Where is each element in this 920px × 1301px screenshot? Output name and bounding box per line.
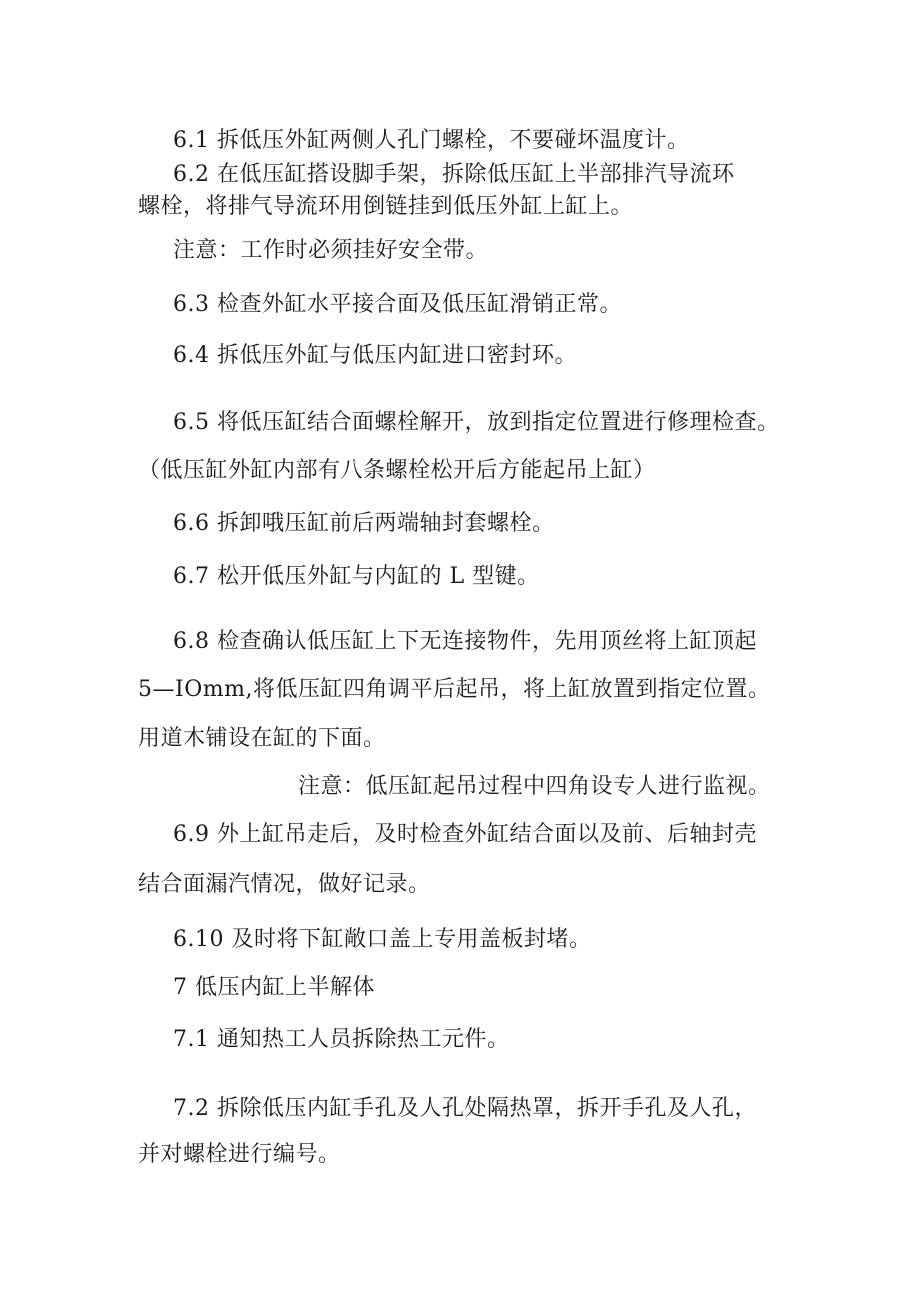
text-line-6-6: 6.6 拆卸哦压缸前后两端轴封套螺栓。 [173, 511, 555, 536]
text-line-6-4: 6.4 拆低压外缸与低压内缸进口密封环。 [173, 343, 577, 368]
text-line-note-lifting: 注意：低压缸起吊过程中四角设专人进行监视。 [298, 774, 771, 799]
text-line-6-8-cont-1: 5—IOmm,将低压缸四角调平后起吊，将上缸放置到指定位置。 [138, 677, 771, 702]
section-heading-7: 7 低压内缸上半解体 [173, 975, 375, 1000]
text-line-6-2: 6.2 在低压缸搭设脚手架，拆除低压缸上半部排汽导流环 [173, 162, 735, 187]
text-line-note-safety-belt: 注意：工作时必须挂好安全带。 [173, 238, 489, 263]
text-line-6-10: 6.10 及时将下缸敞口盖上专用盖板封堵。 [173, 927, 592, 952]
text-line-6-1: 6.1 拆低压外缸两侧人孔门螺栓，不要碰坏温度计。 [173, 128, 690, 153]
text-line-6-5-cont: （低压缸外缸内部有八条螺栓松开后方能起吊上缸） [138, 458, 656, 483]
text-line-6-9-cont: 结合面漏汽情况，做好记录。 [138, 872, 431, 897]
text-line-7-2: 7.2 拆除低压内缸手孔及人孔处隔热罩，拆开手孔及人孔， [173, 1096, 757, 1121]
text-line-7-1: 7.1 通知热工人员拆除热工元件。 [173, 1027, 510, 1052]
text-line-6-8: 6.8 检查确认低压缸上下无连接物件，先用顶丝将上缸顶起 [173, 629, 757, 654]
text-line-7-2-cont: 并对螺栓进行编号。 [138, 1142, 341, 1167]
text-line-6-5: 6.5 将低压缸结合面螺栓解开，放到指定位置进行修理检查。 [173, 410, 780, 435]
text-line-6-3: 6.3 检查外缸水平接合面及低压缸滑销正常。 [173, 292, 622, 317]
text-line-6-9: 6.9 外上缸吊走后，及时检查外缸结合面以及前、后轴封壳 [173, 822, 757, 847]
text-line-6-2-cont: 螺栓，将排气导流环用倒链挂到低压外缸上缸上。 [138, 194, 634, 219]
text-line-6-7: 6.7 松开低压外缸与内缸的 L 型键。 [173, 564, 540, 589]
text-line-6-8-cont-2: 用道木铺设在缸的下面。 [138, 726, 386, 751]
